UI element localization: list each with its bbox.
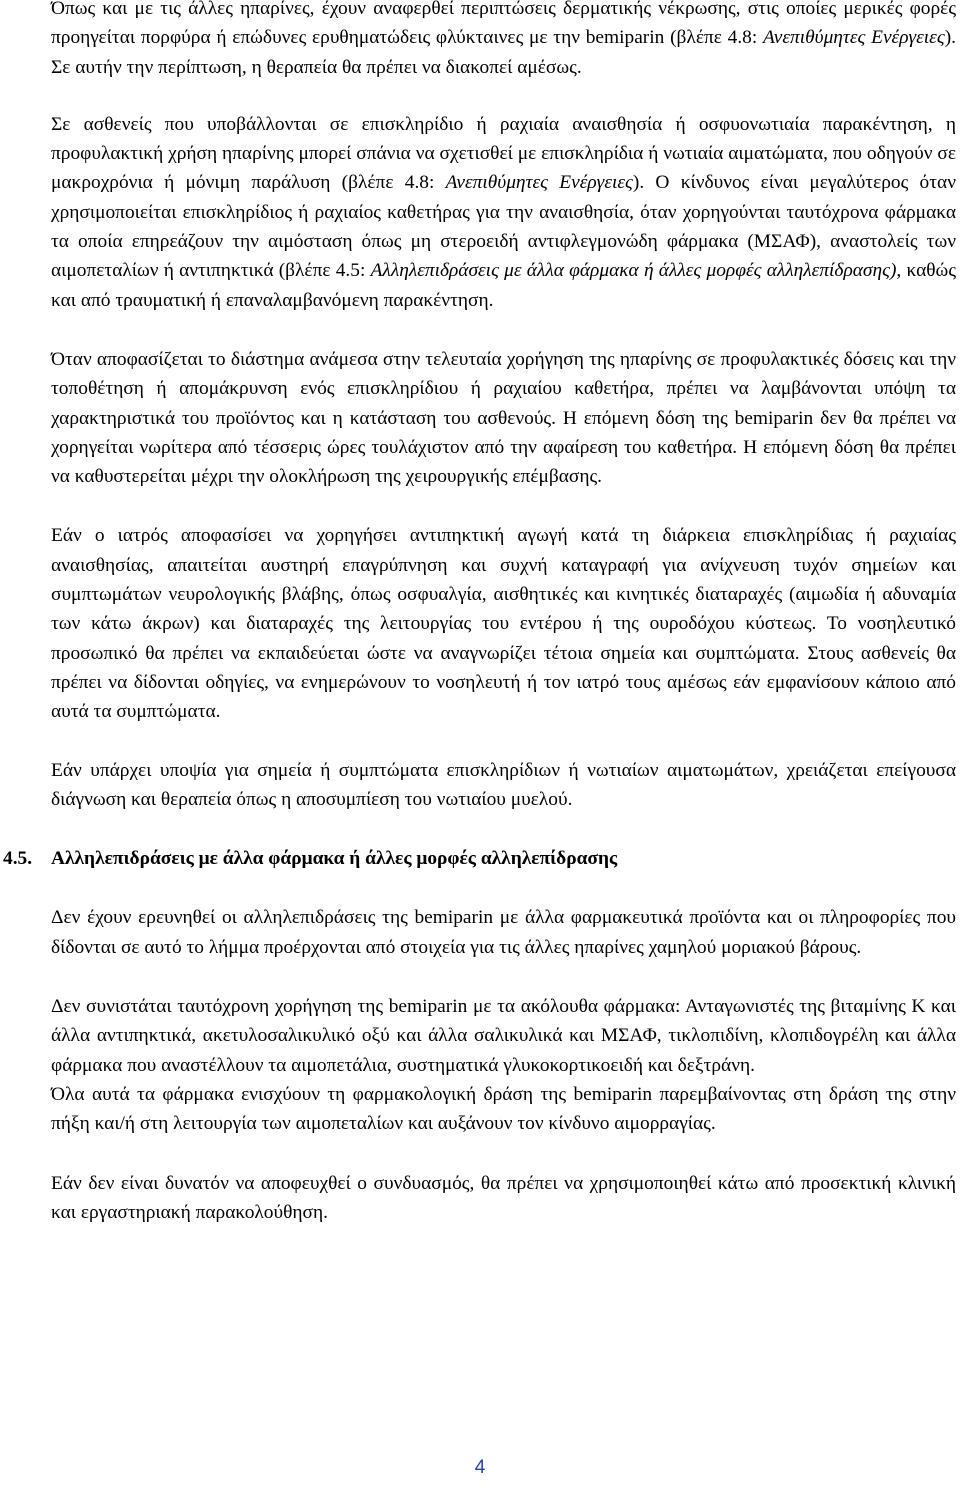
paragraph-not-recommended: Δεν συνιστάται ταυτόχρονη χορήγηση της bemiparin με τα ακόλουθα φάρμακα: Ανταγωνιστές της βιταμίνης Κ και άλλα αντιπηκτικά, ακετυλοσαλικυλικό οξύ και άλλα σαλικυλικά και ΜΣΑΦ, τικλοπιδίνη, κλοπιδογρέλη και άλλα φάρμακα που αναστέλλουν τα αιμοπετάλια, συστηματικά γλυκοκορτικοειδή και δεξτράνη.: [51, 996, 956, 1076]
section-reference: Αλληλεπιδράσεις με άλλα φάρμακα ή άλλες μορφές αλληλεπίδρασης),: [370, 260, 902, 282]
paragraph-spinal-anesthesia: [51, 110, 956, 315]
section-heading: [3, 844, 956, 873]
paragraph-monitoring-combination: Εάν δεν είναι δυνατόν να αποφευχθεί ο συνδυασμός, θα πρέπει να χρησιμοποιηθεί κάτω από προσεκτική κλινική και εργαστηριακή παρακολούθηση.: [51, 1172, 956, 1223]
page-number: 4: [474, 1457, 486, 1478]
paragraph-enhanced-effect: Όλα αυτά τα φάρμακα ενισχύουν τη φαρμακολογική δράση της bemiparin παρεμβαίνοντας στη δράση της στην πήξη και/ή στη λειτουργία των αιμοπεταλίων και αυξάνουν τον κίνδυνο αιμορραγίας.: [51, 1083, 956, 1135]
paragraph-skin-necrosis: [51, 0, 956, 82]
paragraph-text: ). Σε αυτήν την περίπτωση, η θεραπεία θα πρέπει να διακοπεί αμέσως.: [51, 27, 957, 78]
document-body: [3, 0, 957, 1227]
section-reference: Ανεπιθύμητες Ενέργειες: [445, 172, 633, 194]
paragraph-text: Σε ασθενείς που υποβάλλονται σε επισκληρίδιο ή ραχιαία αναισθησία ή οσφυονωτιαία παρακέντηση, η προφυλακτική χρήση ηπαρίνης μπορεί σπάνια να σχετισθεί με επισκληρίδια ή νωτιαία αιματώματα, που οδηγούν σε μακροχρόνια ή μόνιμη παράλυση (βλέπε 4.8:: [51, 113, 956, 194]
paragraph-catheter-timing: Όταν αποφασίζεται το διάστημα ανάμεσα στην τελευταία χορήγηση της ηπαρίνης σε προφυλακτικές δόσεις και την τοποθέτηση ή απομάκρυνση ενός επισκληρίδιου ή ραχιαίου καθετήρα, πρέπει να λαμβάνονται υπόψη τα χαρακτηριστικά του προϊόντος και η κατάσταση του ασθενούς. Η επόμενη δόση της bemiparin δεν θα πρέπει να χορηγείται νωρίτερα από τέσσερις ώρες τουλάχιστον από την αφαίρεση του καθετήρα. Η επόμενη δόση θα πρέπει να καθυστερείται μέχρι την ολοκλήρωση της χειρουργικής επέμβασης.: [51, 348, 956, 488]
paragraph-hematoma-suspicion: Εάν υπάρχει υποψία για σημεία ή συμπτώματα επισκληρίδιων ή νωτιαίων αιματωμάτων, χρειάζεται επείγουσα διάγνωση και θεραπεία όπως η αποσυμπίεση του νωτιαίου μυελού.: [51, 759, 956, 810]
section-reference: Ανεπιθύμητες Ενέργειες: [763, 27, 945, 49]
paragraph-text: Όπως και με τις άλλες ηπαρίνες, έχουν αναφερθεί περιπτώσεις δερματικής νέκρωσης, στις οποίες μερικές φορές προηγείται πορφύρα ή επώδυνες ερυθηματώδεις φλύκταινες με την bemiparin (βλέπε 4.8:: [51, 0, 956, 49]
paragraph-text: καθώς και από τραυματική ή επαναλαμβανόμενη παρακέντηση.: [51, 260, 956, 311]
section-number: 4.5.: [3, 848, 33, 870]
section-title: Αλληλεπιδράσεις με άλλα φάρμακα ή άλλες μορφές αλληλεπίδρασης: [51, 848, 618, 870]
paragraph-text: ). Ο κίνδυνος είναι μεγαλύτερος όταν χρησιμοποιείται επισκληρίδιος ή ραχιαίος καθετήρας για την αναισθησία, όταν χορηγούνται ταυτόχρονα φάρμακα τα οποία επηρεάζουν την αιμόσταση όπως μη στεροειδή αντιφλεγμονώδη φάρμακα (ΜΣΑΦ), αναστολείς των αιμοπεταλίων ή αντιπηκτικά (βλέπε 4.5:: [51, 172, 956, 282]
paragraph-interactions-unstudied: Δεν έχουν ερευνηθεί οι αλληλεπιδράσεις της bemiparin με άλλα φαρμακευτικά προϊόντα και οι πληροφορίες που δίδονται σε αυτό το λήμμα προέρχονται από στοιχεία για τις άλλες ηπαρίνες χαμηλού μοριακού βάρους.: [51, 907, 956, 958]
paragraph-monitoring: Εάν ο ιατρός αποφασίσει να χορηγήσει αντιπηκτική αγωγή κατά τη διάρκεια επισκληρίδιας ή ραχιαίας αναισθησίας, απαιτείται αυστηρή επαγρύπνηση και συχνή καταγραφή για ανίχνευση τυχόν σημείων και συμπτωμάτων νευρολογικής βλάβης, όπως οσφυαλγία, αισθητικές και κινητικές διαταραχές (αιμωδία ή αδυναμία των κάτω άκρων) και διαταραχές της λειτουργίας του εντέρου ή της ουροδόχου κύστεως. Το νοσηλευτικό προσωπικό θα πρέπει να εκπαιδεύεται ώστε να αναγνωρίζει τέτοια σημεία και συμπτώματα. Στους ασθενείς θα πρέπει να δίδονται οδηγίες, να ενημερώνουν το νοσηλευτή ή τον ιατρό τους αμέσως εάν εμφανίσουν κάποιο από αυτά τα συμπτώματα.: [51, 525, 956, 723]
